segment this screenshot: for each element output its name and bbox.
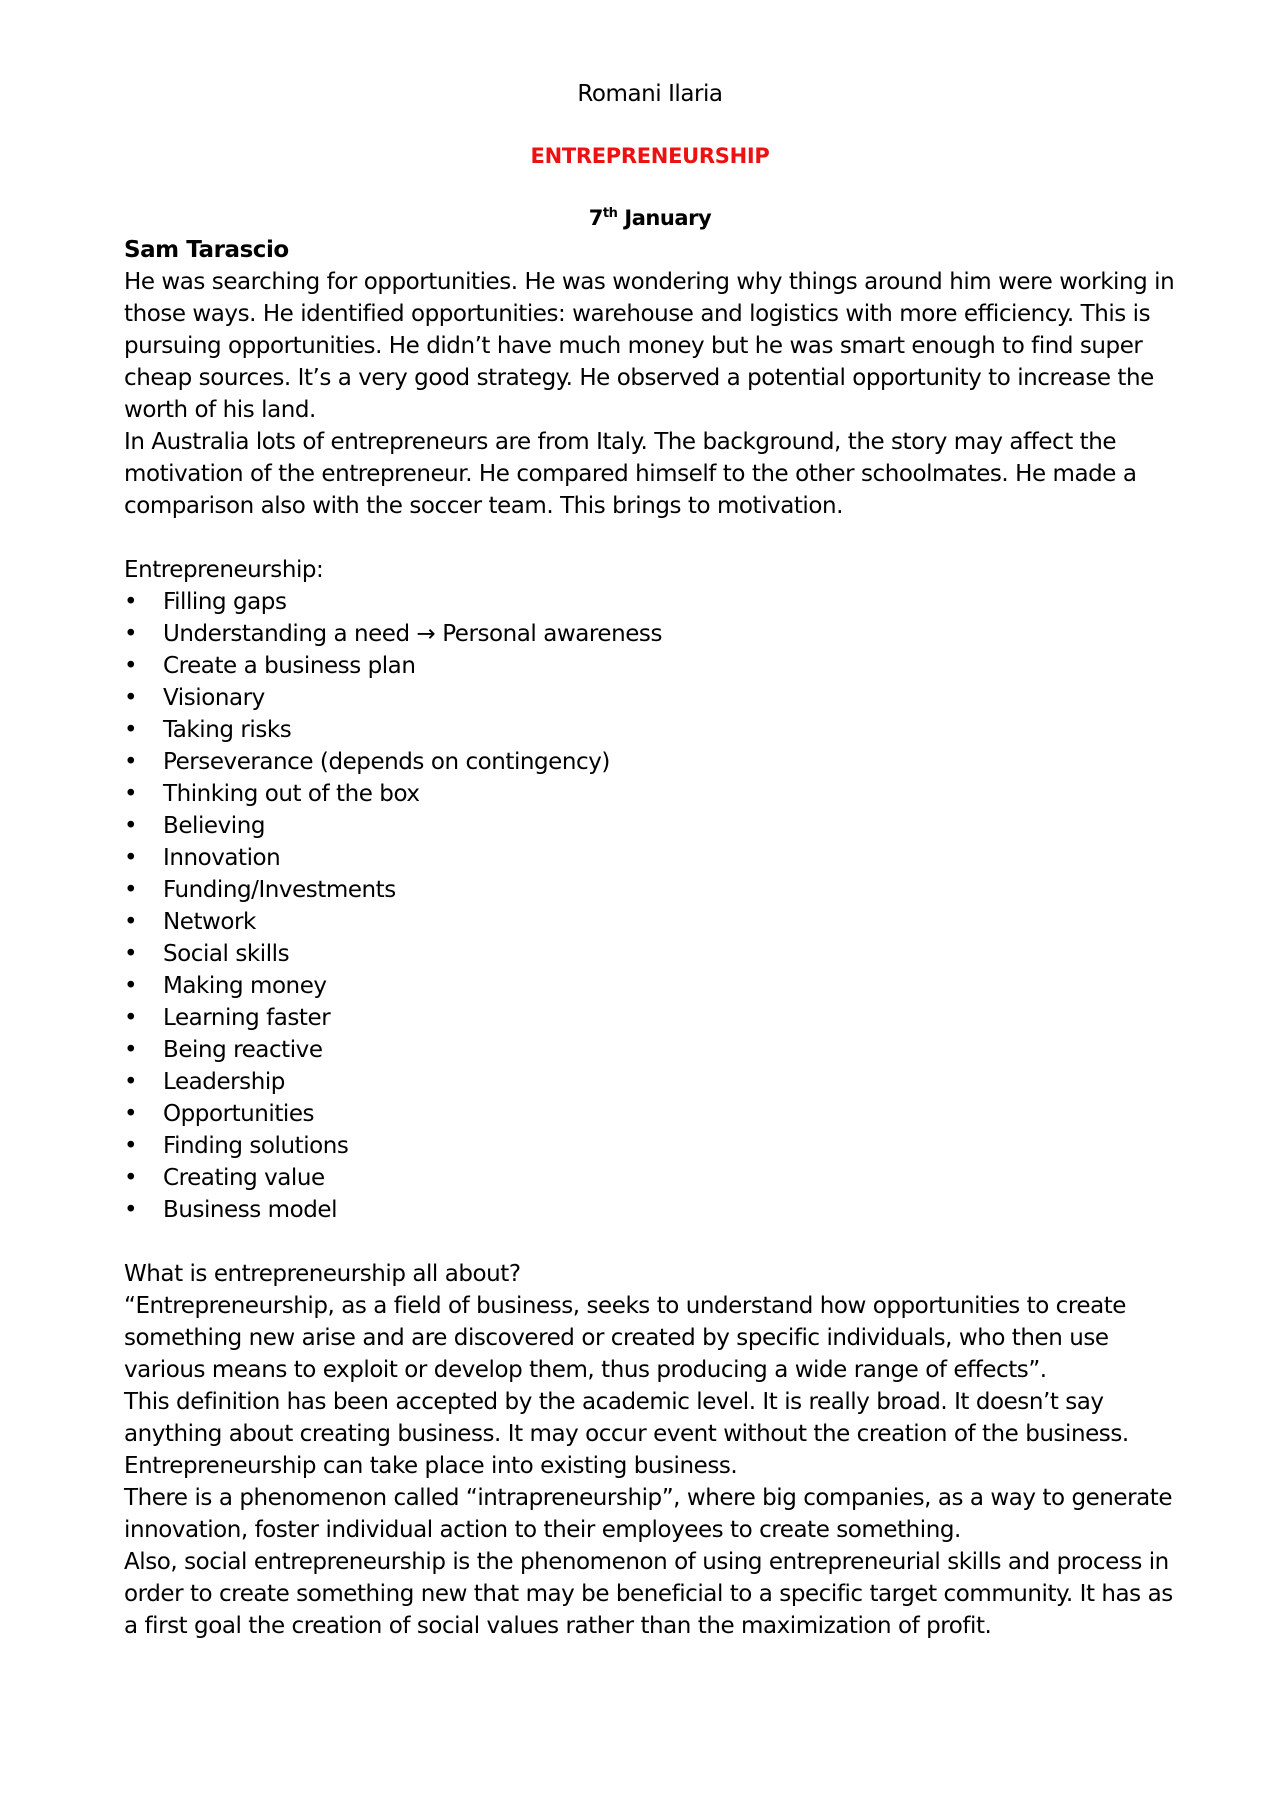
- list-item-text: Taking risks: [163, 717, 292, 743]
- list-item-text: Business model: [163, 1197, 338, 1223]
- list-item: [124, 746, 1176, 778]
- bullet-icon: •: [124, 1133, 138, 1159]
- entrepreneurship-bullet-list: [124, 586, 1176, 1226]
- bullet-icon: •: [124, 589, 138, 615]
- paragraph: There is a phenomenon called “intrapreneurship”, where big companies, as a way to generate innovation, foster individual action to their employees to create something.: [124, 1485, 1173, 1543]
- spacer: [124, 1226, 1176, 1258]
- list-item-text: Creating value: [163, 1165, 325, 1191]
- paragraph: This definition has been accepted by the academic level. It is really broad. It doesn’t say anything about creating business. It may occur event without the creation of the business.: [124, 1389, 1129, 1447]
- list-item-text: Believing: [163, 813, 265, 839]
- list-item: [124, 1162, 1176, 1194]
- list-item: [124, 714, 1176, 746]
- bullet-icon: •: [124, 685, 138, 711]
- lecture-date: [124, 202, 1176, 234]
- author-name: Romani Ilaria: [577, 81, 723, 107]
- list-item: [124, 1066, 1176, 1098]
- list-item-text: Making money: [163, 973, 327, 999]
- date-suffix: th: [602, 206, 618, 221]
- document-body: [124, 78, 1176, 1642]
- list-item-text: Perseverance (depends on contingency): [163, 749, 610, 775]
- list-item: [124, 618, 1176, 650]
- bullet-icon: •: [124, 749, 138, 775]
- list-item: [124, 778, 1176, 810]
- bullet-icon: •: [124, 1101, 138, 1127]
- paragraph: Also, social entrepreneurship is the phenomenon of using entrepreneurial skills and process in order to create something new that may be beneficial to a specific target community. It has as a first goal the creation of social values rather than the maximization of profit.: [124, 1549, 1173, 1639]
- list-item: [124, 842, 1176, 874]
- list-item-text: Thinking out of the box: [163, 781, 420, 807]
- bullet-icon: •: [124, 1165, 138, 1191]
- list-heading: Entrepreneurship:: [124, 557, 324, 583]
- list-item: [124, 1130, 1176, 1162]
- date-day: 7: [588, 206, 603, 230]
- list-item: [124, 1034, 1176, 1066]
- bullet-icon: •: [124, 653, 138, 679]
- bullet-icon: •: [124, 973, 138, 999]
- bullet-icon: •: [124, 941, 138, 967]
- bullet-icon: •: [124, 1005, 138, 1031]
- list-item-text: Network: [163, 909, 256, 935]
- list-item: [124, 810, 1176, 842]
- bullet-icon: •: [124, 781, 138, 807]
- list-item: [124, 906, 1176, 938]
- paragraph: He was searching for opportunities. He was wondering why things around him were working in those ways. He identified opportunities: warehouse and logistics with more efficiency. This is pursuing opportunities. He didn’t have much money but he was smart enough to find super cheap sources. It’s a very good strategy. He observed a potential opportunity to increase the worth of his land.: [124, 269, 1175, 423]
- list-item: [124, 1002, 1176, 1034]
- paragraph: In Australia lots of entrepreneurs are from Italy. The background, the story may affect the motivation of the entrepreneur. He compared himself to the other schoolmates. He made a comparison also with the soccer team. This brings to motivation.: [124, 429, 1137, 519]
- list-item-text: Filling gaps: [163, 589, 287, 615]
- definition-quote: “Entrepreneurship, as a field of business, seeks to understand how opportunities to create something new arise and are discovered or created by specific individuals, who then use various means to exploit or develop them, thus producing a wide range of effects”.: [124, 1293, 1126, 1383]
- list-item-text: Innovation: [163, 845, 281, 871]
- bullet-icon: •: [124, 877, 138, 903]
- question-line: What is entrepreneurship all about?: [124, 1261, 521, 1287]
- list-item: [124, 1098, 1176, 1130]
- list-item: [124, 874, 1176, 906]
- list-item-text: Funding/Investments: [163, 877, 396, 903]
- list-item-text: Leadership: [163, 1069, 285, 1095]
- list-item-text: Create a business plan: [163, 653, 416, 679]
- bullet-icon: •: [124, 621, 138, 647]
- list-item: [124, 586, 1176, 618]
- date-month: January: [617, 206, 712, 230]
- list-item-text: Opportunities: [163, 1101, 315, 1127]
- list-item-text: Understanding a need → Personal awareness: [163, 621, 662, 647]
- bullet-icon: •: [124, 1069, 138, 1095]
- bullet-icon: •: [124, 717, 138, 743]
- bullet-icon: •: [124, 813, 138, 839]
- paragraph: Entrepreneurship can take place into existing business.: [124, 1453, 738, 1479]
- spacer: [124, 522, 1176, 554]
- list-item-text: Social skills: [163, 941, 290, 967]
- list-item-text: Visionary: [163, 685, 265, 711]
- bullet-icon: •: [124, 845, 138, 871]
- list-item: [124, 650, 1176, 682]
- document-title: ENTREPRENEURSHIP: [530, 144, 770, 168]
- list-item: [124, 1194, 1176, 1226]
- list-item: [124, 682, 1176, 714]
- list-item-text: Learning faster: [163, 1005, 331, 1031]
- section-heading-sam-tarascio: Sam Tarascio: [124, 237, 289, 263]
- list-item: [124, 938, 1176, 970]
- bullet-icon: •: [124, 1037, 138, 1063]
- list-item-text: Being reactive: [163, 1037, 323, 1063]
- bullet-icon: •: [124, 1197, 138, 1223]
- list-item-text: Finding solutions: [163, 1133, 349, 1159]
- list-item: [124, 970, 1176, 1002]
- bullet-icon: •: [124, 909, 138, 935]
